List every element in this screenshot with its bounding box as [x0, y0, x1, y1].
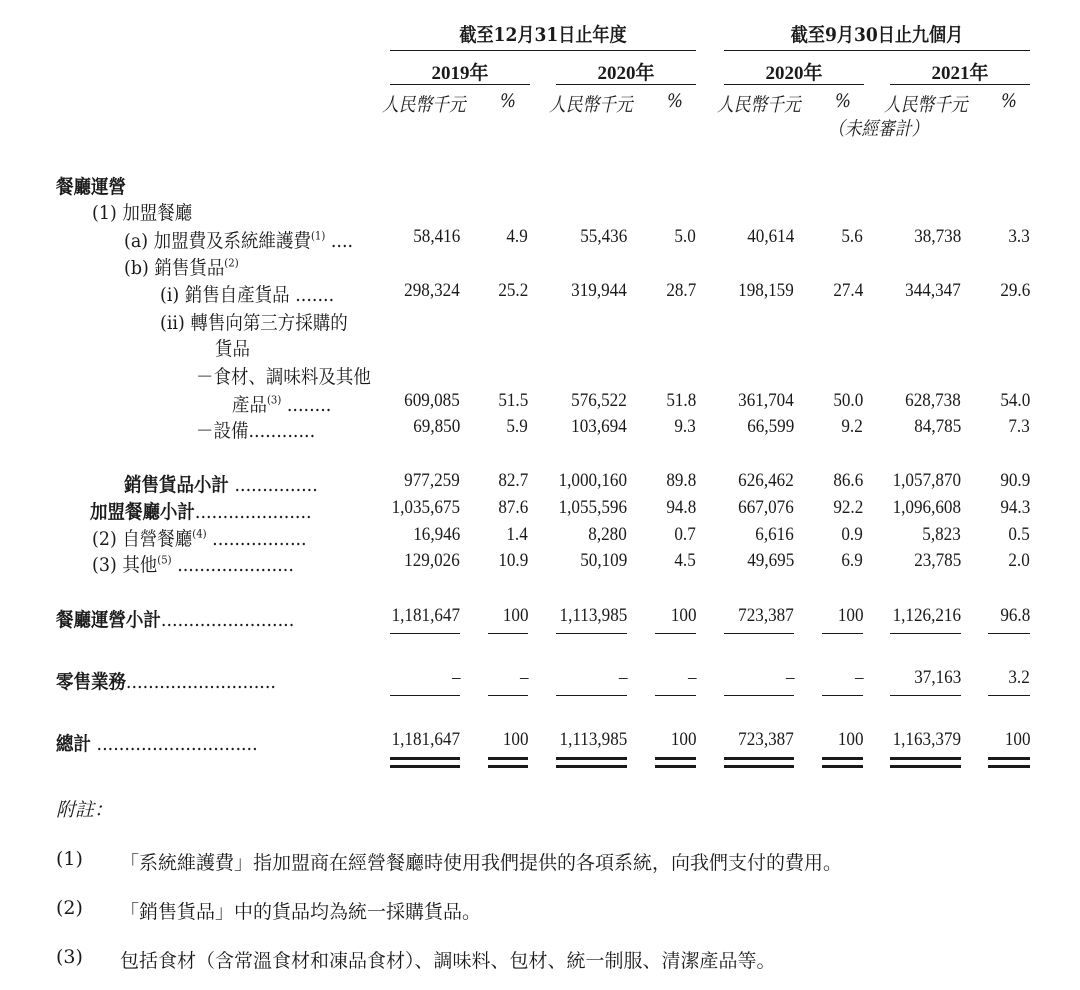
note-3-text: 包括食材（含常溫食材和凍品食材）、調味料、包材、統一制服、清潔產品等。 — [120, 950, 776, 972]
year-rule — [724, 84, 864, 85]
double-underline — [488, 757, 528, 768]
cell-food-1: 51.5 — [498, 390, 528, 411]
cell-food-3: 51.8 — [666, 390, 696, 411]
underline — [556, 633, 627, 634]
unit-rmb: 人民幣千元 — [884, 94, 968, 116]
year-2020: 2020年 — [597, 63, 655, 84]
label-resale-2: 貨品 — [215, 338, 250, 360]
note-2-text: 「銷售貨品」中的貨品均為統一採購貨品。 — [120, 901, 482, 923]
underline — [724, 695, 794, 696]
cell-ops-sub-0: 1,181,647 — [391, 605, 460, 626]
header-group-year: 截至12月31日止年度 — [459, 24, 627, 46]
label-equipment: －設備............ — [196, 420, 316, 442]
label-goods: (b) 銷售貨品$^{(2)}$ — [124, 256, 239, 279]
cell-fee-4: 40,614 — [746, 226, 794, 247]
label-self-produced: (i) 銷售自產貨品 ....... — [160, 284, 335, 306]
unit-pct: % — [1001, 90, 1017, 112]
underline — [488, 633, 528, 634]
cell-goods-sub-5: 86.6 — [833, 470, 863, 491]
cell-fee-0: 58,416 — [412, 226, 460, 247]
cell-fee-3: 5.0 — [674, 226, 696, 247]
cell-retail-6: 37,163 — [913, 667, 961, 688]
cell-goods-sub-3: 89.8 — [666, 470, 696, 491]
underline — [822, 695, 863, 696]
unit-pct: % — [835, 90, 851, 112]
underline — [988, 695, 1030, 696]
cell-ops-sub-6: 1,126,216 — [892, 605, 961, 626]
cell-ops-sub-4: 723,387 — [738, 605, 794, 626]
cell-self-4: 198,159 — [738, 280, 794, 301]
note-3-number: (3) — [56, 946, 83, 968]
label-goods-subtotal: 銷售貨品小計 ............... — [124, 474, 318, 496]
label-food-1: －食材、調味料及其他 — [196, 366, 371, 388]
cell-goods-sub-6: 1,057,870 — [892, 470, 961, 491]
cell-fee-1: 4.9 — [506, 226, 528, 247]
cell-self-2: 319,944 — [571, 280, 627, 301]
cell-fee-2: 55,436 — [579, 226, 627, 247]
cell-selfop-3: 0.7 — [674, 524, 696, 545]
cell-others-1: 10.9 — [498, 550, 528, 571]
cell-fran-sub-2: 1,055,596 — [558, 497, 627, 518]
cell-selfop-5: 0.9 — [841, 524, 863, 545]
underline — [556, 695, 627, 696]
cell-others-2: 50,109 — [579, 550, 627, 571]
cell-total-5: 100 — [837, 729, 863, 750]
cell-food-0: 609,085 — [404, 390, 460, 411]
cell-total-2: 1,113,985 — [559, 729, 627, 750]
label-franchise-subtotal: 加盟餐廳小計..................... — [90, 501, 312, 523]
cell-ops-sub-2: 1,113,985 — [559, 605, 627, 626]
cell-ops-sub-3: 100 — [670, 605, 696, 626]
cell-fran-sub-0: 1,035,675 — [391, 497, 460, 518]
cell-fran-sub-6: 1,096,608 — [892, 497, 961, 518]
label-retail: 零售業務........................... — [56, 671, 276, 693]
double-underline — [988, 757, 1030, 768]
cell-food-4: 361,704 — [738, 390, 794, 411]
underline — [890, 695, 961, 696]
cell-self-6: 344,347 — [905, 280, 961, 301]
note-2-number: (2) — [56, 897, 83, 919]
cell-others-4: 49,695 — [746, 550, 794, 571]
year-rule — [556, 84, 696, 85]
underline — [390, 695, 460, 696]
cell-equip-5: 9.2 — [841, 416, 863, 437]
cell-selfop-4: 6,616 — [755, 524, 794, 545]
cell-equip-3: 9.3 — [674, 416, 696, 437]
notes-title: 附註： — [56, 799, 114, 821]
cell-self-3: 28.7 — [666, 280, 696, 301]
cell-goods-sub-0: 977,259 — [404, 470, 460, 491]
underline — [988, 633, 1030, 634]
note-1-text: 「系統維護費」指加盟商在經營餐廳時使用我們提供的各項系統，向我們支付的費用。 — [120, 852, 843, 874]
cell-goods-sub-2: 1,000,160 — [558, 470, 627, 491]
unaudited-note: （未經審計） — [828, 118, 929, 140]
year-rule — [890, 84, 1030, 85]
cell-fran-sub-4: 667,076 — [738, 497, 794, 518]
header-rule — [390, 50, 696, 51]
label-others: (3) 其他$^{(5)}$ ..................... — [92, 553, 294, 576]
cell-self-0: 298,324 — [404, 280, 460, 301]
cell-goods-sub-1: 82.7 — [498, 470, 528, 491]
cell-fran-sub-1: 87.6 — [498, 497, 528, 518]
double-underline — [655, 757, 696, 768]
label-resale-1: (ii) 轉售向第三方採購的 — [160, 312, 348, 334]
cell-fran-sub-7: 94.3 — [1000, 497, 1030, 518]
unit-rmb: 人民幣千元 — [717, 94, 801, 116]
cell-total-7: 100 — [1004, 729, 1030, 750]
cell-goods-sub-4: 626,462 — [738, 470, 794, 491]
cell-food-2: 576,522 — [571, 390, 627, 411]
underline — [724, 633, 794, 634]
unit-rmb: 人民幣千元 — [549, 94, 633, 116]
section-restaurant-ops: 餐廳運營 — [56, 176, 126, 198]
cell-retail-4: – — [785, 667, 794, 688]
cell-fee-6: 38,738 — [913, 226, 961, 247]
label-self-operated: (2) 自營餐廳$^{(4)}$ ................. — [92, 527, 307, 550]
header-rule — [724, 50, 1030, 51]
cell-food-6: 628,738 — [905, 390, 961, 411]
label-fee: (a) 加盟費及系統維護費$^{(1)}$ .... — [124, 229, 354, 252]
unit-pct: % — [667, 90, 683, 112]
cell-fee-5: 5.6 — [841, 226, 863, 247]
double-underline — [724, 757, 794, 768]
cell-food-5: 50.0 — [833, 390, 863, 411]
cell-goods-sub-7: 90.9 — [1000, 470, 1030, 491]
cell-fran-sub-3: 94.8 — [666, 497, 696, 518]
cell-total-6: 1,163,379 — [892, 729, 961, 750]
underline — [655, 633, 696, 634]
cell-others-3: 4.5 — [674, 550, 696, 571]
cell-selfop-2: 8,280 — [588, 524, 627, 545]
cell-ops-sub-5: 100 — [837, 605, 863, 626]
label-franchise: (1) 加盟餐廳 — [92, 202, 193, 224]
cell-others-7: 2.0 — [1008, 550, 1030, 571]
double-underline — [390, 757, 460, 768]
cell-retail-0: – — [451, 667, 460, 688]
cell-self-1: 25.2 — [498, 280, 528, 301]
cell-equip-2: 103,694 — [571, 416, 627, 437]
cell-others-6: 23,785 — [913, 550, 961, 571]
label-total: 總計 ............................. — [56, 733, 258, 755]
cell-fran-sub-5: 92.2 — [833, 497, 863, 518]
double-underline — [822, 757, 863, 768]
cell-ops-sub-7: 96.8 — [1000, 605, 1030, 626]
underline — [488, 695, 528, 696]
cell-equip-7: 7.3 — [1008, 416, 1030, 437]
label-food-2: 產品$^{(3)}$ ........ — [232, 393, 332, 416]
year-2021: 2021年 — [931, 63, 989, 84]
cell-retail-2: – — [618, 667, 627, 688]
cell-equip-4: 66,599 — [746, 416, 794, 437]
note-1-number: (1) — [56, 848, 83, 870]
cell-retail-7: 3.2 — [1008, 667, 1030, 688]
cell-equip-0: 69,850 — [412, 416, 460, 437]
cell-retail-5: – — [854, 667, 863, 688]
cell-selfop-1: 1.4 — [506, 524, 528, 545]
cell-equip-1: 5.9 — [506, 416, 528, 437]
label-ops-subtotal: 餐廳運營小計........................ — [56, 609, 295, 631]
year-2020-nine: 2020年 — [765, 63, 823, 84]
cell-self-5: 27.4 — [833, 280, 863, 301]
cell-others-0: 129,026 — [404, 550, 460, 571]
cell-selfop-7: 0.5 — [1008, 524, 1030, 545]
cell-retail-1: – — [519, 667, 528, 688]
cell-selfop-6: 5,823 — [922, 524, 961, 545]
cell-total-1: 100 — [502, 729, 528, 750]
cell-others-5: 6.9 — [841, 550, 863, 571]
cell-food-7: 54.0 — [1000, 390, 1030, 411]
cell-selfop-0: 16,946 — [412, 524, 460, 545]
underline — [655, 695, 696, 696]
cell-total-3: 100 — [670, 729, 696, 750]
cell-retail-3: – — [687, 667, 696, 688]
year-rule — [390, 84, 530, 85]
cell-fee-7: 3.3 — [1008, 226, 1030, 247]
double-underline — [556, 757, 627, 768]
cell-total-0: 1,181,647 — [391, 729, 460, 750]
cell-equip-6: 84,785 — [913, 416, 961, 437]
cell-total-4: 723,387 — [738, 729, 794, 750]
double-underline — [890, 757, 961, 768]
underline — [890, 633, 961, 634]
unit-pct: % — [500, 90, 516, 112]
unit-rmb: 人民幣千元 — [382, 94, 466, 116]
underline — [822, 633, 863, 634]
year-2019: 2019年 — [431, 63, 489, 84]
cell-ops-sub-1: 100 — [502, 605, 528, 626]
cell-self-7: 29.6 — [1000, 280, 1030, 301]
underline — [390, 633, 460, 634]
header-group-nine-months: 截至9月30日止九個月 — [790, 24, 964, 46]
